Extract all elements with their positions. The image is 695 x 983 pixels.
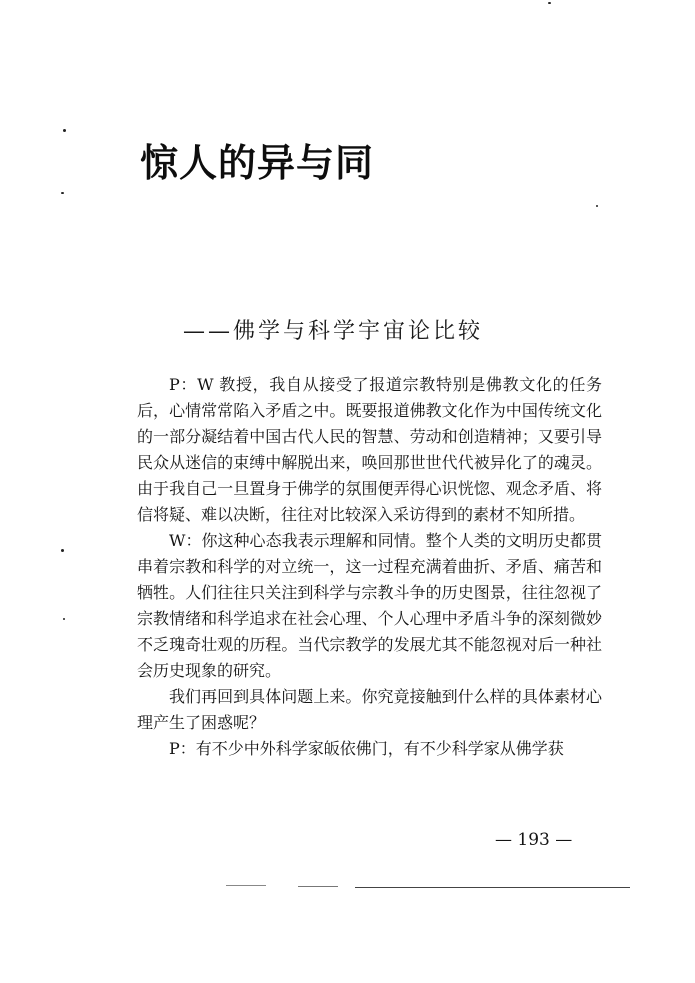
paragraph-p-question: P：W 教授，我自从接受了报道宗教特别是佛教文化的任务后，心情常常陷入矛盾之中。既要报道佛教文化作为中国传统文化的一部分凝结着中国古代人民的智慧、劳动和创造精神；又要引导民众从迷信的束缚中解脱出来，唤回那世世代代被异化了的魂灵。由于我自己一旦置身于佛学的氛围便弄得心识恍惚、观念矛盾、将信将疑、难以决断，往往对比较深入采访得到的素材不知所措。 xyxy=(137,375,602,524)
scan-speck xyxy=(63,129,66,132)
scan-speck xyxy=(548,2,551,4)
scan-edge-line xyxy=(226,885,266,886)
scan-speck xyxy=(63,618,65,620)
scan-edge-line xyxy=(355,887,630,888)
scan-speck xyxy=(61,549,64,552)
paragraph-w-followup: 我们再回到具体问题上来。你究竟接触到什么样的具体素材心理产生了困惑呢？ xyxy=(137,687,602,732)
paragraph-w-answer: W：你这种心态我表示理解和同情。整个人类的文明历史都贯串着宗教和科学的对立统一，这一过程充满着曲折、矛盾、痛苦和牺牲。人们往往只关注到科学与宗教斗争的历史图景，往往忽视了宗教情绪和科学追求在社会心理、个人心理中矛盾斗争的深刻微妙不乏瑰奇壮观的历程。当代宗教学的发展尤其不能忽视对后一种社会历史现象的研究。 xyxy=(137,531,602,680)
scan-edge-line xyxy=(298,886,338,887)
chapter-title: 惊人的异与同 xyxy=(140,141,375,185)
chapter-subtitle: ——佛学与科学宇宙论比较 xyxy=(183,319,484,344)
scan-speck xyxy=(61,192,64,194)
paragraph-p-continued: P：有不少中外科学家皈依佛门，有不少科学家从佛学获 xyxy=(169,739,564,758)
body-text xyxy=(137,372,602,762)
page-number: — 193 — xyxy=(495,830,573,850)
scan-speck xyxy=(596,205,598,207)
